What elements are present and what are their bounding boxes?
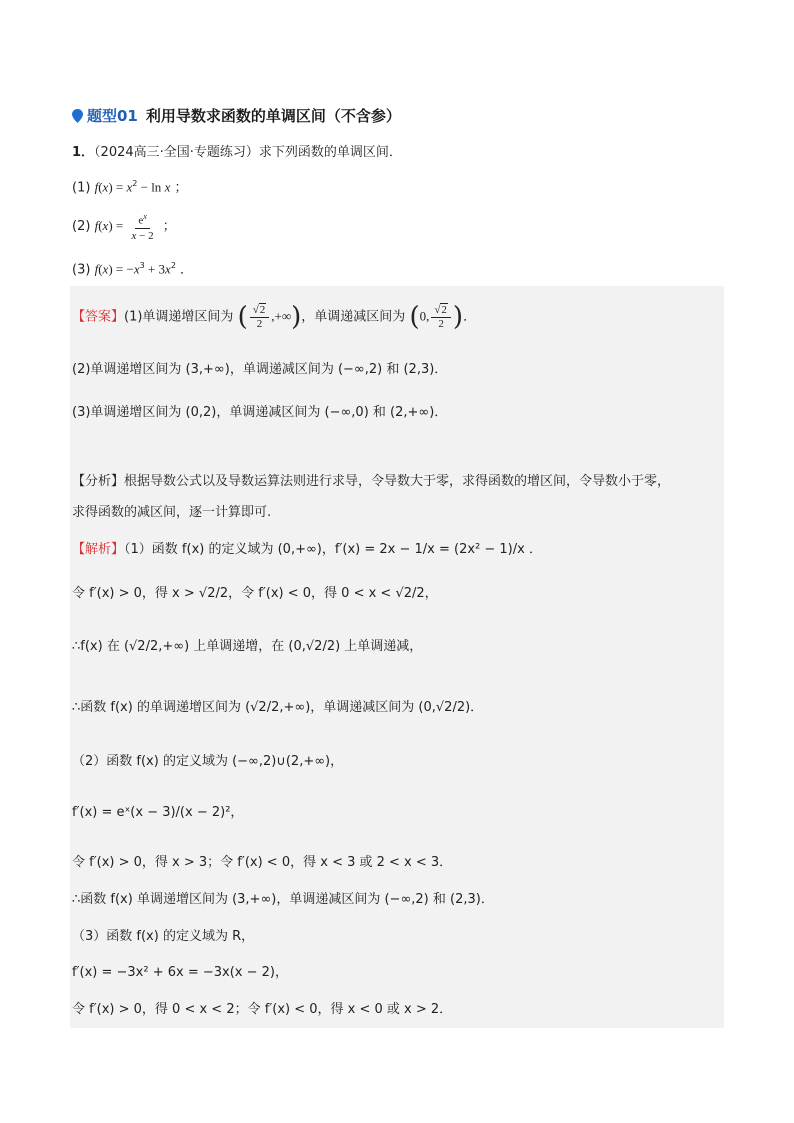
answer-line-3: (3)单调递增区间为 (0,2)，单调递减区间为 (−∞,0) 和 (2,+∞)． xyxy=(72,405,448,420)
analysis-line-1: 【分析】根据导数公式以及导数运算法则进行求导，令导数大于零，求得函数的增区间，令导数小于零， xyxy=(72,474,671,489)
problem-part-1: (1) $f(x) = x^2 - \ln x$ ； xyxy=(72,179,188,196)
solution-line-3: ∴f(x) 在 (√2/2,+∞) 上单调递增，在 (0,√2/2) 上单调递减， xyxy=(72,639,423,654)
section-title: 利用导数求函数的单调区间（不含参） xyxy=(145,107,401,125)
solution-line-8: ∴函数 f(x) 单调递增区间为 (3,+∞)，单调递减区间为 (−∞,2) 和 (2,3)． xyxy=(72,892,494,907)
analysis-tag: 【分析】 xyxy=(72,474,125,489)
question-type-label: 题型01 xyxy=(87,107,138,125)
answer-tag: 【答案】 xyxy=(72,309,125,325)
solution-line-5: （2）函数 f(x) 的定义域为 (−∞,2)∪(2,+∞)， xyxy=(72,754,344,769)
solution-line-4: ∴函数 f(x) 的单调递增区间为 (√2/2,+∞)，单调递减区间为 (0,√2/2)． xyxy=(72,700,484,715)
problem-stem xyxy=(72,143,402,163)
solution-line-9: （3）函数 f(x) 的定义域为 R， xyxy=(72,929,255,944)
solution-line-6: f′(x) = eˣ(x − 3)/(x − 2)²， xyxy=(72,805,244,820)
solution-tag: 【解析】 xyxy=(72,542,125,557)
problem-instruction: 求下列函数的单调区间． xyxy=(258,145,402,160)
solution-line-2: 令 f′(x) > 0，得 x > √2/2，令 f′(x) < 0，得 0 < x < √2/2， xyxy=(72,586,438,601)
location-pin-icon xyxy=(72,109,83,123)
section-heading xyxy=(72,105,401,126)
problem-part-3: (3) $f(x) = -x^3 + 3x^2$ ． xyxy=(72,261,194,278)
problem-part-2: (2) f(x) = $\frac{e^x}{x - 2}$ ； xyxy=(72,212,176,242)
answer-line-1: 【答案】(1)单调递增区间为 ( $\frac{√2}{2}$ ,+∞)，单调递减区间为 (0, $\frac{√2}{2}$ )． xyxy=(72,302,477,332)
problem-number: 1． xyxy=(72,145,95,160)
solution-line-11: 令 f′(x) > 0，得 0 < x < 2；令 f′(x) < 0，得 x < 0 或 x > 2． xyxy=(72,1002,453,1017)
solution-line-10: f′(x) = −3x² + 6x = −3x(x − 2)， xyxy=(72,965,288,980)
solution-line-7: 令 f′(x) > 0，得 x > 3；令 f′(x) < 0，得 x < 3 或 2 < x < 3． xyxy=(72,855,453,870)
solution-panel xyxy=(70,286,724,1028)
solution-line-1: 【解析】（1）函数 f(x) 的定义域为 (0,+∞)，f′(x) = 2x − 1/x = (2x² − 1)/x ． xyxy=(72,542,542,557)
analysis-line-2: 求得函数的减区间，逐一计算即可. xyxy=(72,505,272,520)
problem-source: （2024高三·全国·专题练习） xyxy=(94,145,259,160)
answer-line-2: (2)单调递增区间为 (3,+∞)，单调递减区间为 (−∞,2) 和 (2,3)． xyxy=(72,362,448,377)
